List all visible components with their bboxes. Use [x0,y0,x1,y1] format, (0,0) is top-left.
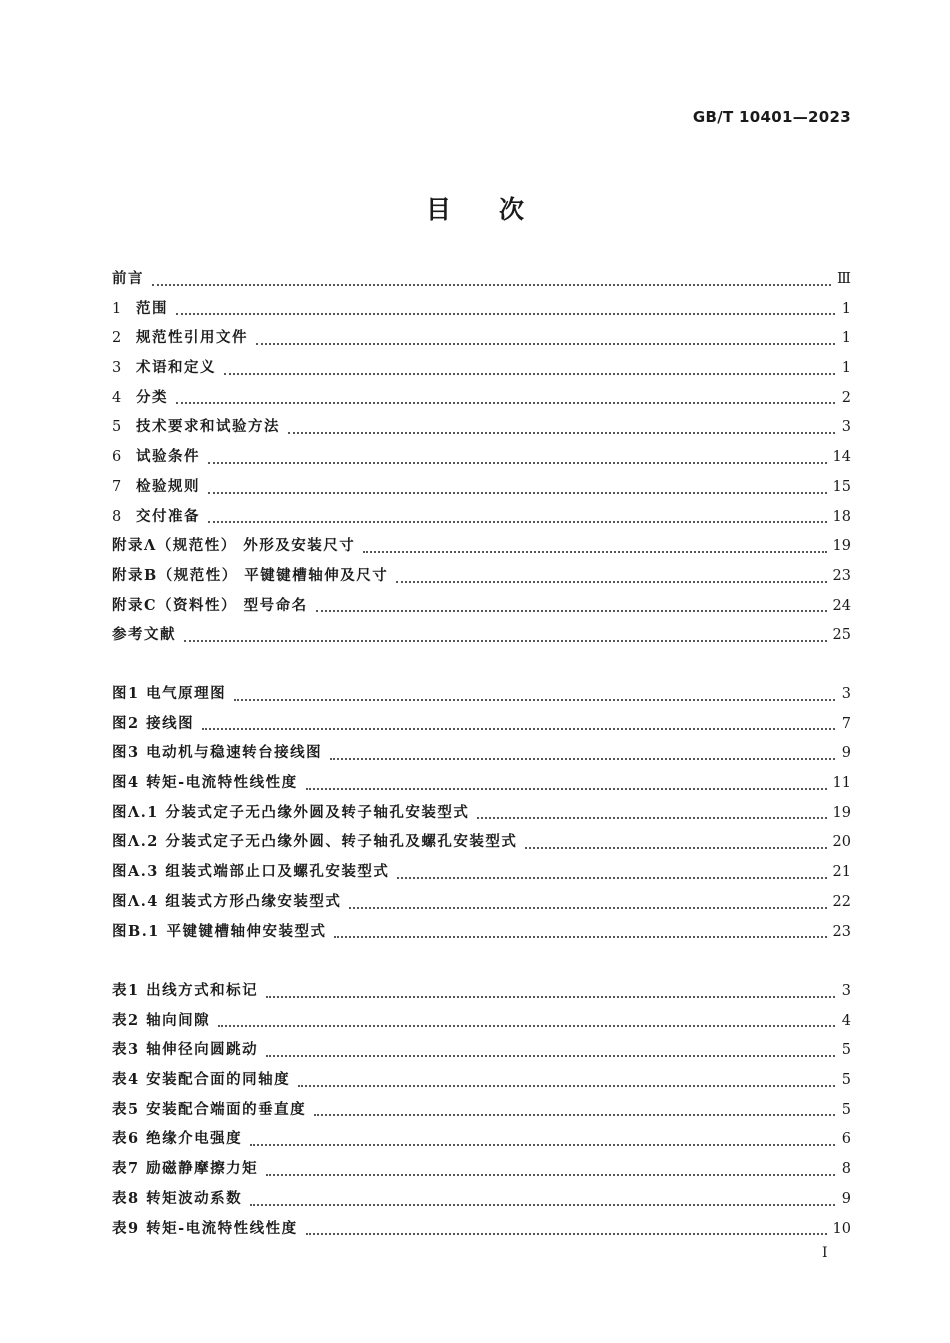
toc-entry-page: 5 [841,1042,851,1059]
toc-entry-label: 表6 绝缘介电强度 [112,1130,243,1148]
toc-entry-label: 表2 轴向间隙 [112,1011,211,1029]
toc-entry[interactable] [112,267,851,297]
toc-leader-dots [316,609,827,612]
toc-entry-page: 24 [832,597,851,614]
toc-leader-dots [208,491,827,494]
toc-entry[interactable] [112,860,851,890]
page-number: Ⅰ [822,1245,828,1261]
toc-entry-label: 图Λ.1 分装式定子无凸缘外圆及转子轴孔安装型式 [112,803,470,821]
toc-entry[interactable] [112,594,851,624]
toc-entry[interactable] [112,1038,851,1068]
toc-leader-dots [396,580,826,583]
toc-entry-page: 14 [832,449,851,466]
toc-leader-dots [234,698,835,701]
toc-entry-label: 规范性引用文件 [136,329,248,347]
toc-entry-page: 9 [841,745,851,762]
toc-entry-number: 7 [112,478,122,495]
toc-entry[interactable] [112,1009,851,1039]
toc-entry-page: 19 [832,538,851,555]
toc-entry[interactable] [112,505,851,535]
toc-entry-label: 检验规则 [136,477,200,495]
toc-entry-page: 3 [841,983,851,999]
toc-entry[interactable] [112,475,851,505]
toc-leader-dots [363,550,826,553]
toc-entry-label: 表1 出线方式和标记 [112,982,259,999]
toc-leader-dots [218,1024,835,1027]
toc-entry-page: 6 [841,1131,851,1148]
toc-entry[interactable] [112,712,851,742]
toc-leader-dots [184,639,827,642]
toc-entry[interactable] [112,1068,851,1098]
toc-leader-dots [266,995,835,998]
toc-entry-number: 3 [112,360,122,377]
toc-entry[interactable] [112,564,851,594]
toc-leader-dots [298,1084,835,1087]
toc-title: 目次 [425,195,572,224]
toc-entry[interactable] [112,682,851,712]
toc-leader-dots [250,1143,835,1146]
toc-entry-number: 6 [112,449,122,466]
toc-entry[interactable] [112,979,851,1009]
toc-entry-label: 范围 [136,299,168,317]
toc-entry[interactable] [112,326,851,356]
toc-entry-label: 试验条件 [136,448,200,466]
toc-entry-page: 8 [841,1161,851,1178]
toc-leader-dots [397,876,826,879]
toc-entry-page: 18 [832,508,851,525]
toc-leader-dots [477,816,826,819]
toc-leader-dots [266,1054,835,1057]
toc-entry-number: 2 [112,330,122,347]
toc-leader-dots [288,431,835,434]
toc-entry[interactable] [112,830,851,860]
toc-leader-dots [208,520,827,523]
toc-entry-page: 3 [841,686,851,702]
toc-leader-dots [202,727,835,730]
toc-entry-number: 1 [112,300,122,317]
toc-entry[interactable] [112,920,851,950]
toc-entry-label: 附录C（资料性） 型号命名 [112,596,308,614]
toc-entry-label: 表4 安装配合面的同轴度 [112,1071,291,1089]
toc-entry-label: 图Λ.2 分装式定子无凸缘外圆、转子轴孔及螺孔安装型式 [112,833,518,851]
toc-entry-page: 20 [832,834,851,851]
toc-entry-label: 图B.1 平键键槽轴伸安装型式 [112,922,327,940]
toc-entry[interactable] [112,356,851,386]
toc-entry-page: 19 [832,804,851,821]
toc-entry-label: 表5 安装配合端面的垂直度 [112,1100,307,1118]
toc-entry-label: 前言 [112,270,144,287]
toc-entry-label: 分类 [136,388,168,406]
toc-leader-dots [224,372,835,375]
toc-entry-page: 5 [841,1101,851,1118]
toc-entry[interactable] [112,297,851,327]
toc-leader-dots [349,906,826,909]
toc-entry-page: 21 [832,864,851,881]
toc-entry[interactable] [112,1098,851,1128]
toc-leader-dots [306,1232,827,1235]
toc-entry-page: 1 [841,360,851,377]
toc-entry-label: 表7 励磁静摩擦力矩 [112,1160,259,1178]
toc-entry-page: 22 [832,893,851,910]
toc-entry-label: 图A.3 组装式端部止口及螺孔安装型式 [112,863,390,881]
toc-entry-page: 11 [832,775,851,792]
toc-entry-label: 附录B（规范性） 平键键槽轴伸及尺寸 [112,566,389,584]
toc-leader-dots [256,342,835,345]
toc-entry-label: 交付准备 [136,507,200,525]
toc-entry-label: 表8 转矩波动系数 [112,1189,243,1207]
toc-entry-label: 参考文献 [112,626,176,644]
toc-entry[interactable] [112,801,851,831]
toc-entry-page: 23 [832,567,851,584]
toc-entry-label: 表3 轴伸径向圆跳动 [112,1041,259,1059]
toc-entry[interactable] [112,534,851,564]
toc-main-section [112,267,851,653]
toc-entry-label: 技术要求和试验方法 [136,418,280,436]
toc-entry-label: 术语和定义 [136,359,216,377]
toc-leader-dots [176,312,835,315]
toc-entry-page: 15 [832,478,851,495]
toc-entry-label: 图Λ.4 组装式方形凸缘安装型式 [112,892,342,910]
toc-leader-dots [314,1113,835,1116]
toc-entry-label: 附录Λ（规范性） 外形及安装尺寸 [112,537,356,555]
toc-entry-page: 9 [841,1190,851,1207]
toc-entry-page: Ⅲ [837,271,851,287]
toc-entry[interactable] [112,1127,851,1157]
toc-entry[interactable] [112,771,851,801]
toc-entry[interactable] [112,1187,851,1217]
standard-number: GB/T 10401—2023 [692,108,851,126]
toc-entry[interactable] [112,1157,851,1187]
toc-leader-dots [266,1173,835,1176]
toc-entry-page: 2 [841,389,851,406]
toc-entry-page: 1 [841,330,851,347]
toc-entry-page: 23 [832,923,851,940]
toc-leader-dots [525,846,826,849]
toc-entry[interactable] [112,415,851,445]
toc-entry-page: 5 [841,1072,851,1089]
toc-entry-page: 7 [841,715,851,732]
toc-entry[interactable] [112,623,851,653]
toc-entry-number: 5 [112,419,122,436]
toc-entry-label: 图2 接线图 [112,714,195,732]
toc-entry[interactable] [112,1217,851,1247]
toc-entry[interactable] [112,445,851,475]
toc-leader-dots [306,787,827,790]
toc-entry-page: 1 [841,300,851,317]
toc-leader-dots [152,283,831,286]
toc-entry-number: 8 [112,508,122,525]
toc-entry-label: 图3 电动机与稳速转台接线图 [112,744,323,762]
toc-entry-page: 25 [832,627,851,644]
toc-entry-page: 4 [841,1012,851,1029]
toc-tables-section [112,979,851,1246]
toc-leader-dots [334,935,826,938]
toc-leader-dots [176,401,835,404]
toc-entry-page: 3 [841,419,851,436]
toc-entry-label: 图4 转矩-电流特性线性度 [112,774,298,792]
toc-entry-number: 4 [112,389,122,406]
toc-entry-label: 表9 转矩-电流特性线性度 [112,1219,298,1237]
toc-entry-page: 10 [832,1220,851,1237]
toc-leader-dots [330,757,835,760]
toc-entry-label: 图1 电气原理图 [112,685,227,702]
toc-leader-dots [208,461,827,464]
toc-entry[interactable] [112,741,851,771]
toc-leader-dots [250,1203,835,1206]
toc-entry[interactable] [112,386,851,416]
toc-figures-section [112,682,851,949]
toc-entry[interactable] [112,890,851,920]
